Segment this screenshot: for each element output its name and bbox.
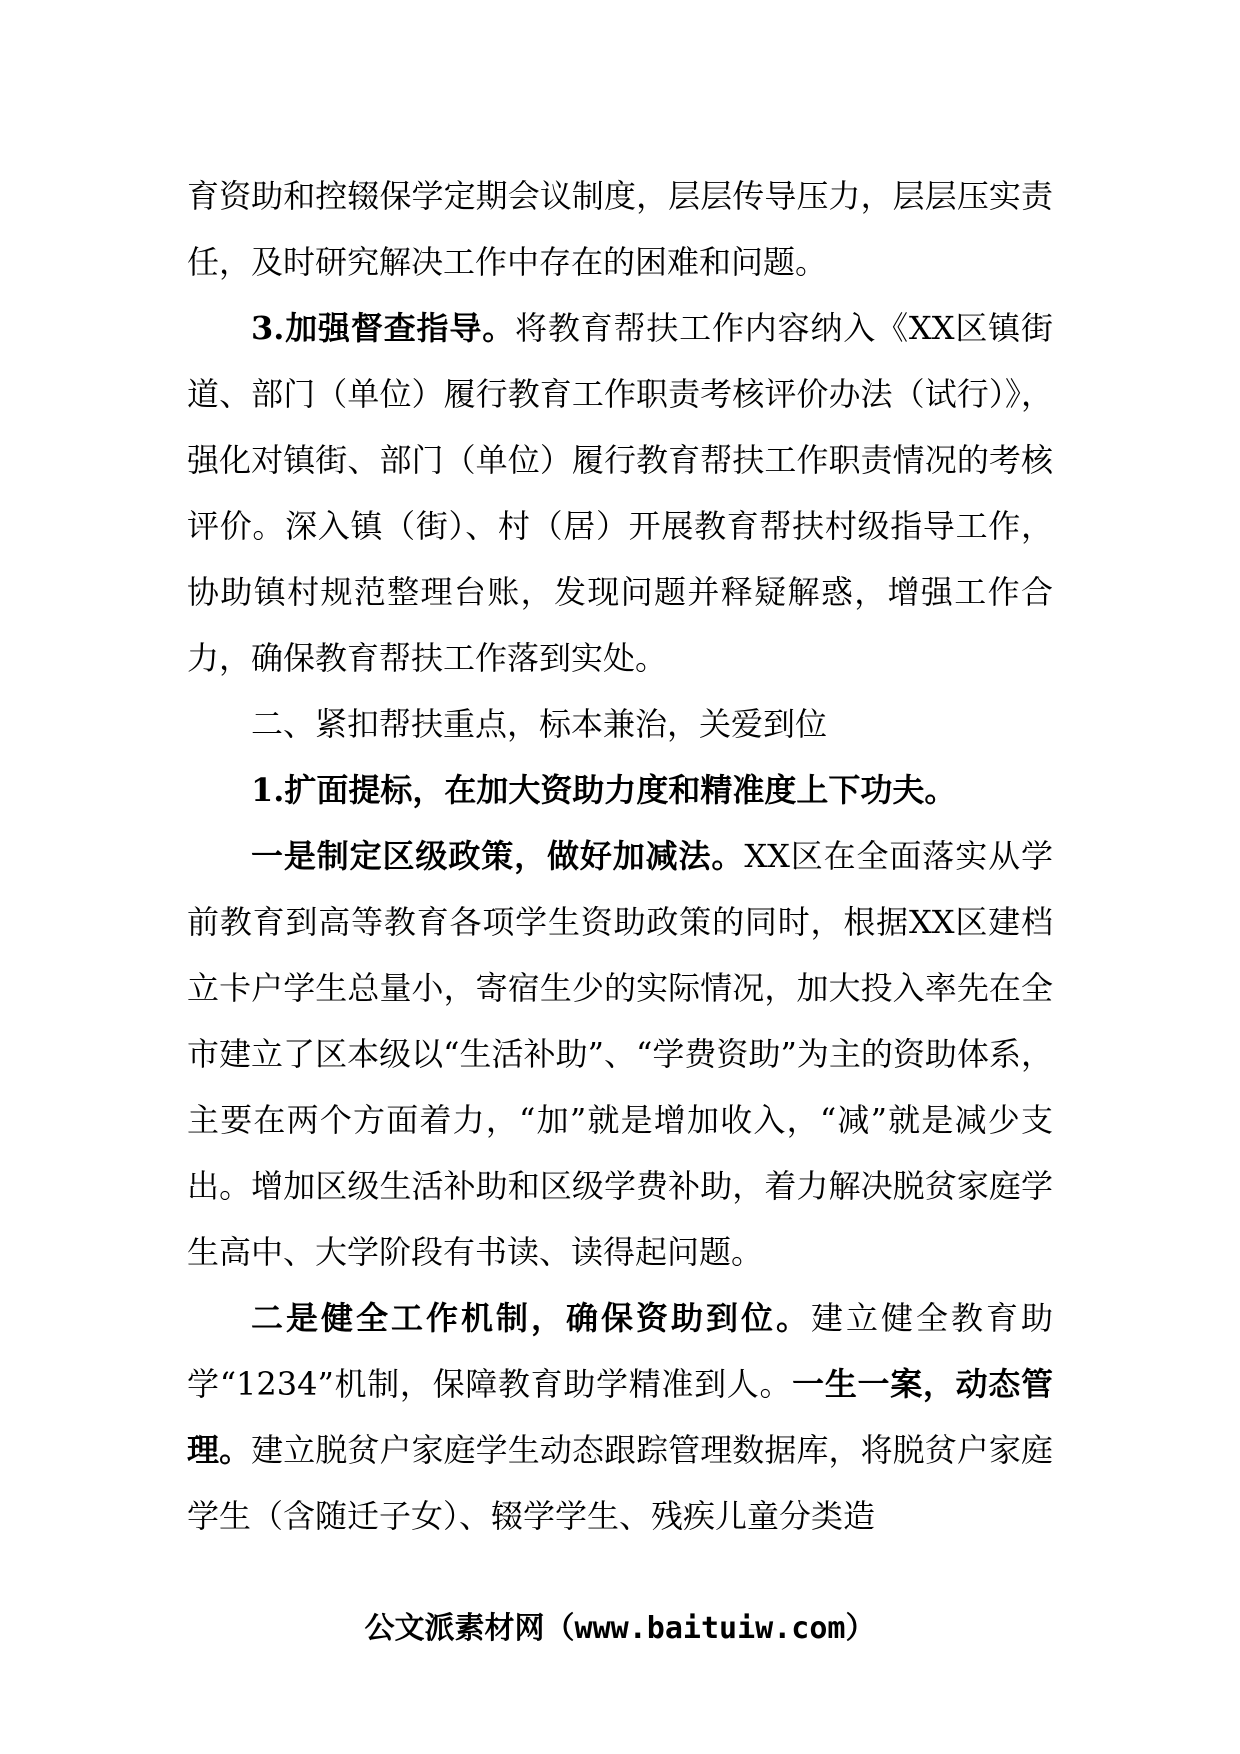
subsection-heading: 二是健全工作机制，确保资助到位。 <box>251 1299 811 1337</box>
paragraph <box>187 823 1053 1285</box>
paragraph <box>187 163 1053 295</box>
paragraph <box>187 691 1053 757</box>
paragraph-text: 建立脱贫户家庭学生动态跟踪管理数据库，将脱贫户家庭学生（含随迁子女）、辍学学生、残疾儿童分类造 <box>187 1431 1053 1535</box>
paragraph <box>187 295 1053 691</box>
section-heading: 1.扩面提标，在加大资助力度和精准度上下功夫。 <box>251 771 957 809</box>
footer-watermark-text: 公文派素材网（www.baituiw.com） <box>364 1611 876 1646</box>
document-body <box>187 163 1053 1549</box>
paragraph-text: 育资助和控辍保学定期会议制度，层层传导压力，层层压实责任，及时研究解决工作中存在的困难和问题。 <box>187 177 1053 281</box>
paragraph-text: 建立健全教育助学“1234”机制，保障教育助学精准到人。 <box>187 1299 1053 1403</box>
paragraph-text: 将教育帮扶工作内容纳入《XX区镇街道、部门（单位）履行教育工作职责考核评价办法（试行）》，强化对镇街、部门（单位）履行教育帮扶工作职责情况的考核评价。深入镇（街）、村（居）开展教育帮扶村级指导工作，协助镇村规范整理台账，发现问题并释疑解惑，增强工作合力，确保教育帮扶工作落到实处。 <box>187 309 1053 677</box>
paragraph <box>187 1285 1053 1549</box>
paragraph <box>187 757 1053 823</box>
section-heading: 3.加强督查指导。 <box>251 309 516 347</box>
subsection-heading: 一是制定区级政策，做好加减法。 <box>251 837 745 875</box>
paragraph-text: XX区在全面落实从学前教育到高等教育各项学生资助政策的同时，根据XX区建档立卡户学生总量小，寄宿生少的实际情况，加大投入率先在全市建立了区本级以“生活补助”、“学费资助”为主的资助体系，主要在两个方面着力，“加”就是增加收入，“减”就是减少支出。增加区级生活补助和区级学费补助，着力解决脱贫家庭学生高中、大学阶段有书读、读得起问题。 <box>187 837 1053 1271</box>
inline-heading: 一生一案，动态管理。 <box>187 1365 1053 1469</box>
chapter-heading: 二、紧扣帮扶重点，标本兼治，关爱到位 <box>251 705 828 743</box>
page-footer <box>0 1607 1240 1651</box>
